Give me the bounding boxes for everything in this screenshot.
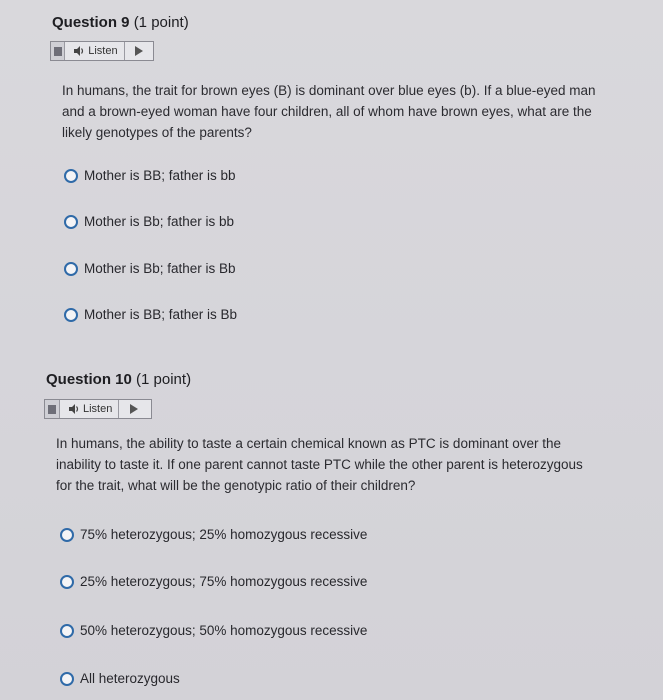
question-title: Question 9 (1 point): [52, 14, 189, 31]
answer-option[interactable]: Mother is Bb; father is Bb: [64, 261, 236, 276]
listen-button[interactable]: Listen: [65, 42, 124, 60]
listen-button[interactable]: Listen: [60, 400, 119, 418]
radio-button[interactable]: [60, 575, 74, 589]
radio-button[interactable]: [64, 308, 78, 322]
question-prompt: In humans, the ability to taste a certain chemical known as PTC is dominant over the inability to taste it. If one parent cannot taste PTC while the other parent is heterozygous for the trait, what will be the genotypic ratio of their children?: [56, 436, 583, 493]
radio-button[interactable]: [60, 624, 74, 638]
toolbar-grip-icon[interactable]: [51, 42, 65, 60]
radio-button[interactable]: [64, 169, 78, 183]
answer-option[interactable]: All heterozygous: [60, 671, 180, 686]
play-icon: [130, 404, 138, 414]
speaker-icon: [73, 46, 85, 56]
radio-button[interactable]: [60, 528, 74, 542]
question-prompt: In humans, the trait for brown eyes (B) is dominant over blue eyes (b). If a blue-eyed man and a brown-eyed woman have four children, all of whom have brown eyes, what are the likely genotypes of the parents?: [62, 83, 596, 140]
speaker-icon: [68, 404, 80, 414]
answer-option[interactable]: Mother is BB; father is bb: [64, 168, 236, 183]
radio-button[interactable]: [64, 215, 78, 229]
play-icon: [135, 46, 143, 56]
answer-option[interactable]: 50% heterozygous; 50% homozygous recessive: [60, 623, 367, 638]
answer-option[interactable]: Mother is Bb; father is bb: [64, 214, 234, 229]
question-title: Question 10 (1 point): [46, 371, 192, 388]
answer-option[interactable]: 75% heterozygous; 25% homozygous recessive: [60, 527, 367, 542]
listen-toolbar: [50, 41, 154, 61]
play-button[interactable]: [119, 400, 149, 418]
radio-button[interactable]: [64, 262, 78, 276]
answer-option[interactable]: 25% heterozygous; 75% homozygous recessive: [60, 574, 367, 589]
answer-option[interactable]: Mother is BB; father is Bb: [64, 307, 237, 322]
radio-button[interactable]: [60, 672, 74, 686]
listen-toolbar: [44, 399, 152, 419]
play-button[interactable]: [125, 42, 153, 60]
toolbar-grip-icon[interactable]: [45, 400, 60, 418]
